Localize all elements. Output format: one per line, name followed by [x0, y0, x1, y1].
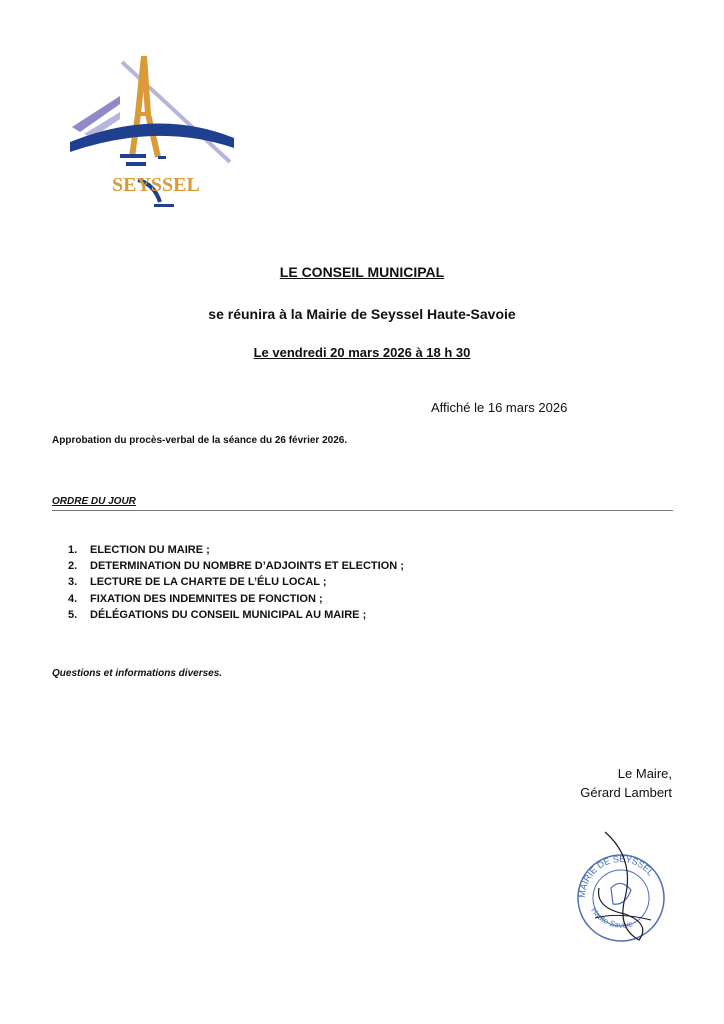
posted-date: Affiché le 16 mars 2026: [431, 400, 568, 415]
page-title: LE CONSEIL MUNICIPAL: [279, 264, 445, 280]
meeting-date: Le vendredi 20 mars 2026 à 18 h 30: [253, 345, 471, 360]
agenda-item: 5. DÉLÉGATIONS DU CONSEIL MUNICIPAL AU MAIRE ;: [68, 608, 367, 621]
agenda-item: 4. FIXATION DES INDEMNITES DE FONCTION ;: [68, 592, 323, 605]
seyssel-logo: [62, 52, 242, 217]
agenda-list: [68, 542, 404, 623]
stamp-text-bottom: Haute-Savoie: [589, 905, 634, 930]
agenda-heading: ORDRE DU JOUR: [52, 496, 136, 507]
approval-line: Approbation du procès-verbal de la séance du 26 février 2026.: [52, 435, 348, 446]
signature-name: Gérard Lambert: [580, 785, 672, 800]
agenda-item: 3. LECTURE DE LA CHARTE DE L’ÉLU LOCAL ;: [68, 576, 327, 589]
logo-text: SEYSSEL: [112, 174, 200, 196]
questions-line: Questions et informations diverses.: [52, 668, 223, 679]
mairie-stamp: [565, 828, 675, 946]
page-subtitle: se réunira à la Mairie de Seyssel Haute-Savoie: [208, 306, 516, 322]
stamp-text-top: MAIRIE DE SEYSSEL: [576, 853, 656, 899]
agenda-item: 1. ELECTION DU MAIRE ;: [68, 544, 210, 556]
signature-block: [580, 764, 672, 802]
agenda-item: 2. DETERMINATION DU NOMBRE D’ADJOINTS ET ELECTION ;: [68, 560, 404, 573]
divider: [52, 510, 673, 511]
signature-role: Le Maire,: [617, 766, 672, 781]
